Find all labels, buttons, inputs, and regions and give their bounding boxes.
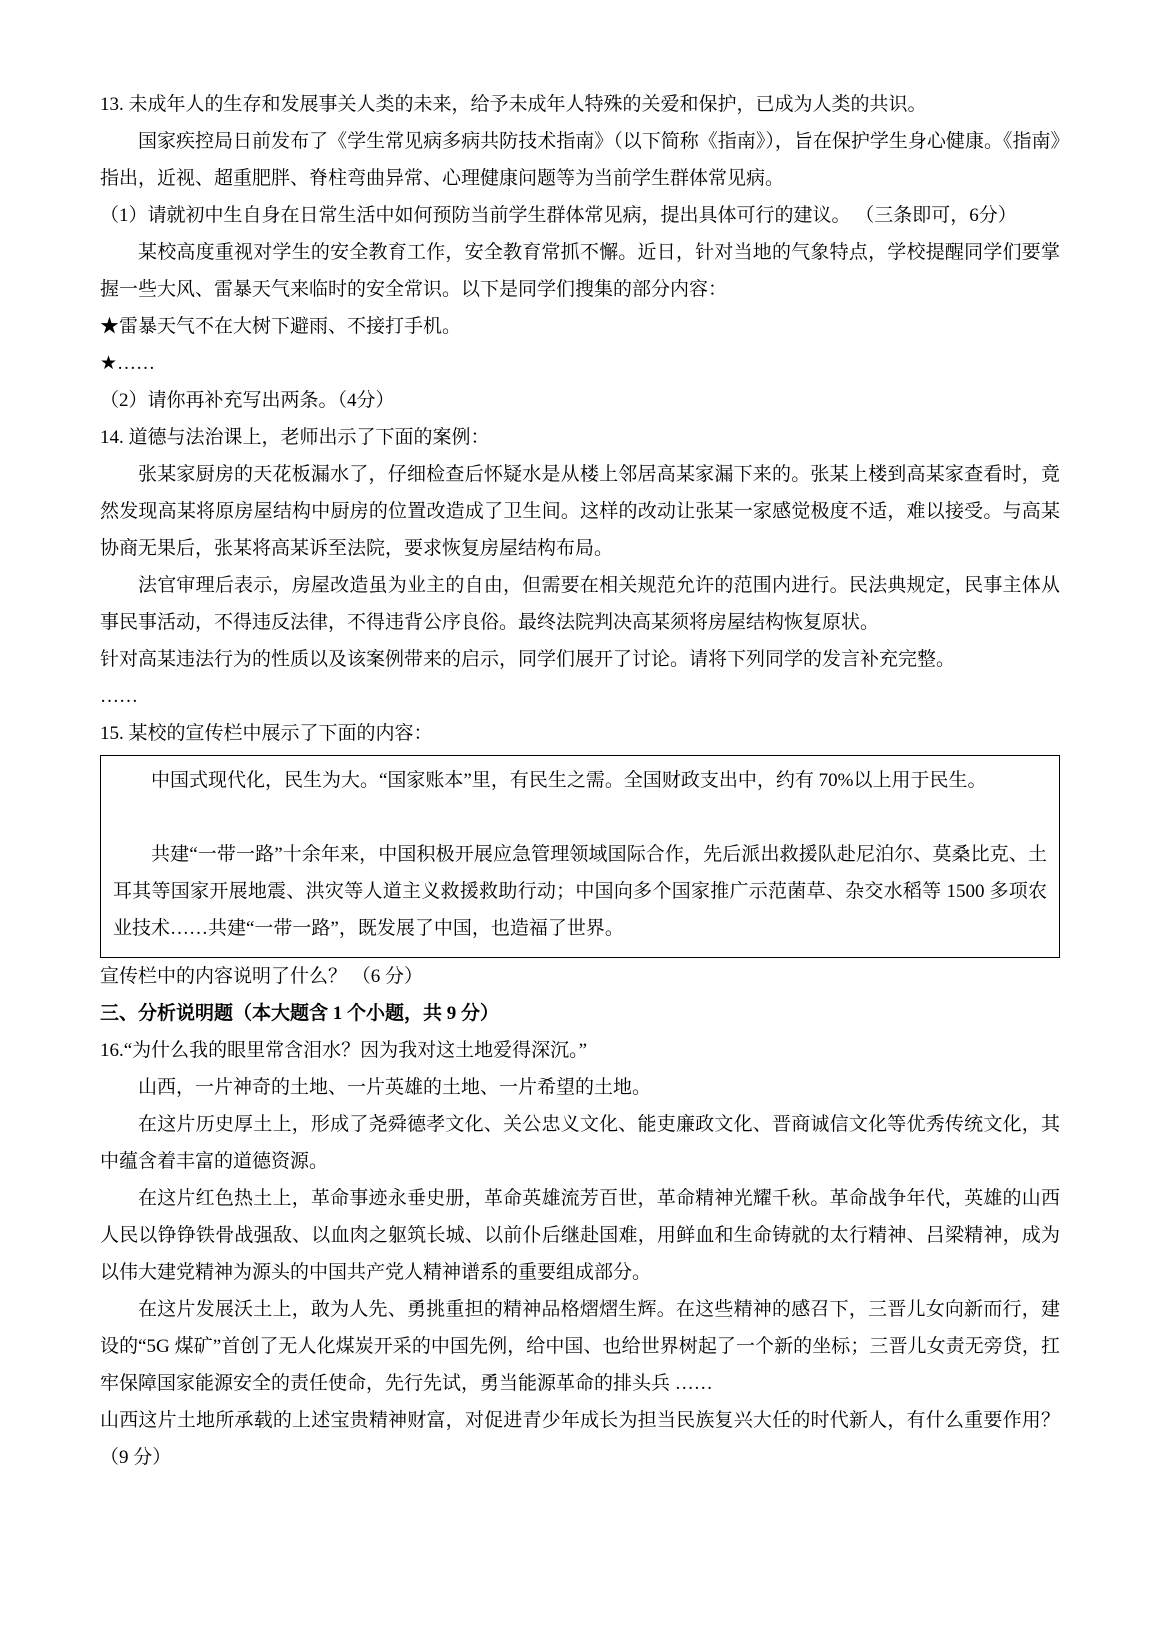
question-16-question: 山西这片土地所承载的上述宝贵精神财富，对促进青少年成长为担当民族复兴大任的时代新人，有什么重要作用？（9 分）	[100, 1410, 1060, 1468]
question-13-star-item-2: ★……	[100, 353, 156, 374]
question-14-intro: 14. 道德与法治课上，老师出示了下面的案例：	[100, 427, 490, 448]
question-14-case-part-1: 张某家厨房的天花板漏水了，仔细检查后怀疑水是从楼上邻居高某家漏下来的。张某上楼到高某家查看时，竟然发现高某将原房屋结构中厨房的位置改造成了卫生间。这样的改动让张某一家感觉极度不适，难以接受。与高某协商无果后，张某将高某诉至法院，要求恢复房屋结构布局。	[100, 464, 1060, 559]
question-14-ellipsis: ……	[100, 686, 138, 707]
bulletin-paragraph-2: 共建“一带一路”十余年来，中国积极开展应急管理领域国际合作，先后派出救援队赴尼泊尔、莫桑比克、土耳其等国家开展地震、洪灾等人道主义救援救助行动；中国向多个国家推广示范菌草、杂交水稻等 1500 多项农业技术……共建“一带一路”，既发展了中国，也造福了世界。	[113, 844, 1047, 939]
question-14-discussion-prompt: 针对高某违法行为的性质以及该案例带来的启示，同学们展开了讨论。请将下列同学的发言补充完整。	[100, 649, 956, 670]
bulletin-board-box	[100, 755, 1060, 958]
question-16-quote: 16.“为什么我的眼里常含泪水？因为我对这土地爱得深沉。”	[100, 1040, 588, 1061]
question-16-red-land-paragraph: 在这片红色热土上，革命事迹永垂史册，革命英雄流芳百世，革命精神光耀千秋。革命战争年代，英雄的山西人民以铮铮铁骨战强敌、以血肉之躯筑长城、以前仆后继赴国难，用鲜血和生命铸就的太行精神、吕梁精神，成为以伟大建党精神为源头的中国共产党人精神谱系的重要组成部分。	[100, 1188, 1060, 1283]
question-13-star-item-1: ★雷暴天气不在大树下避雨、不接打手机。	[100, 316, 462, 337]
question-16-shanxi-intro: 山西，一片神奇的土地、一片英雄的土地、一片希望的土地。	[138, 1077, 652, 1098]
bulletin-paragraph-1: 中国式现代化，民生为大。“国家账本”里，有民生之需。全国财政支出中，约有 70%以上用于民生。	[151, 770, 987, 791]
question-13-safety-context: 某校高度重视对学生的安全教育工作，安全教育常抓不懈。近日，针对当地的气象特点，学校提醒同学们要掌握一些大风、雷暴天气来临时的安全常识。以下是同学们搜集的部分内容：	[100, 242, 1060, 300]
question-14-case-part-2: 法官审理后表示，房屋改造虽为业主的自由，但需要在相关规范允许的范围内进行。民法典规定，民事主体从事民事活动，不得违反法律，不得违背公序良俗。最终法院判决高某须将房屋结构恢复原状。	[100, 575, 1060, 633]
question-13-background: 国家疾控局日前发布了《学生常见病多病共防技术指南》（以下简称《指南》），旨在保护学生身心健康。《指南》指出，近视、超重肥胖、脊柱弯曲异常、心理健康问题等为当前学生群体常见病。	[100, 131, 1060, 189]
question-13-sub1: （1）请就初中生自身在日常生活中如何预防当前学生群体常见病，提出具体可行的建议。 （三条即可，6分）	[100, 205, 1017, 226]
question-13-intro: 13. 未成年人的生存和发展事关人类的未来，给予未成年人特殊的关爱和保护，已成为人类的共识。	[100, 94, 927, 115]
question-16-development-paragraph: 在这片发展沃土上，敢为人先、勇挑重担的精神品格熠熠生辉。在这些精神的感召下，三晋儿女向新而行，建设的“5G 煤矿”首创了无人化煤炭开采的中国先例，给中国、也给世界树起了一个新的坐标；三晋儿女责无旁贷，扛牢保障国家能源安全的责任使命，先行先试，勇当能源革命的排头兵 ……	[100, 1299, 1060, 1394]
section-3-heading: 三、分析说明题（本大题含 1 个小题，共 9 分）	[100, 1003, 500, 1024]
question-15-question: 宣传栏中的内容说明了什么？ （6 分）	[100, 966, 424, 987]
question-13-sub2: （2）请你再补充写出两条。（4分）	[100, 390, 395, 411]
question-15-intro: 15. 某校的宣传栏中展示了下面的内容：	[100, 723, 433, 744]
question-16-history-paragraph: 在这片历史厚土上，形成了尧舜德孝文化、关公忠义文化、能吏廉政文化、晋商诚信文化等优秀传统文化，其中蕴含着丰富的道德资源。	[100, 1114, 1060, 1172]
